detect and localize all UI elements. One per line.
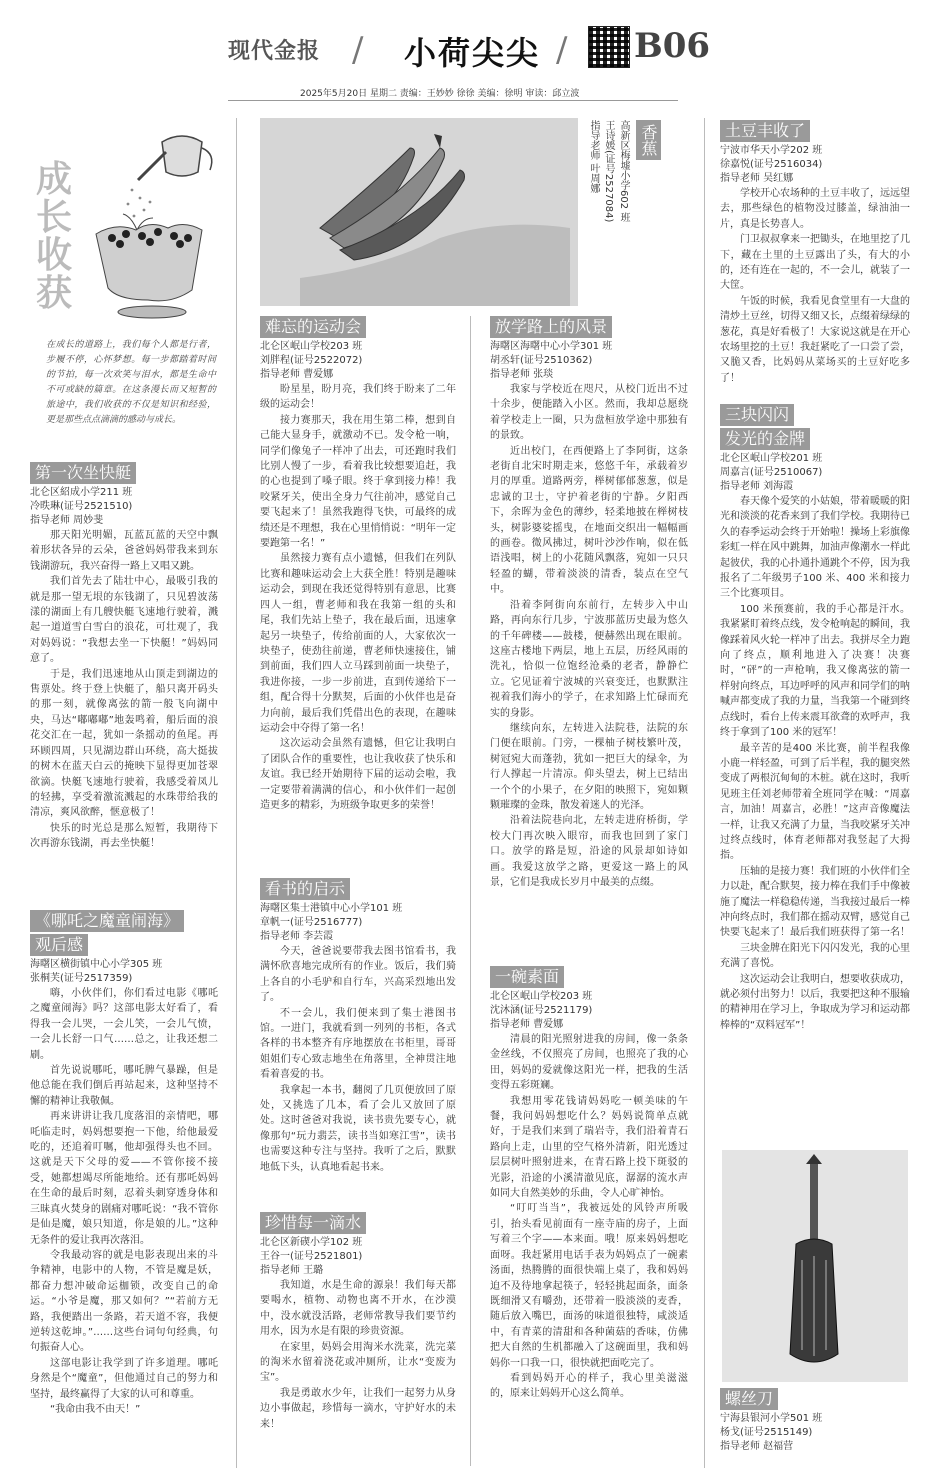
title-char: 成 — [35, 158, 72, 200]
column-divider — [704, 118, 705, 1468]
header-divider: / — [352, 30, 364, 70]
article-paragraph: 不一会儿，我们便来到了集士港图书馆。一进门，我就看到一列列的书柜，各式各样的书本整齐有序地摆放在书柜里，哥哥姐姐们专心致志地坐在角落里，全神贯注地看着喜爱的书。 — [260, 1007, 456, 1081]
article-paragraph: 令我最动容的就是电影表现出来的斗争精神，电影中的人物，不管是魔是妖，都奋力想冲破命运枷锁，改变自己的命运。“小爷是魔，那又如何？”“若前方无路，我便踏出一条路，若天道不容，我便逆转这乾坤。”……这些台词句句经典，句句振奋人心。 — [30, 1249, 218, 1354]
article-paragraph: 于是，我们迅速地从山顶走到湖边的售票处。终于登上快艇了，船只离开码头的那一刻，就像离弦的箭一般飞向湖中央，马达“嘟嘟嘟”地轰鸣着，船后面的浪花交汇在一起，犹如一条摇动的鱼尾。再环顾四周，只见湖边群山环绕，高大挺拔的树木在蓝天白云的掩映下显得更加苍翠欲滴。快艇飞速地行驶着，我感受着凤儿的轻拂，享受着激流溅起的水珠带给我的清凉，爽风欲醉，惬意极了！ — [30, 668, 218, 819]
article-author: 杨戈(证号2515149) — [720, 1427, 813, 1438]
article-teacher: 指导老师 曹爱娜 — [490, 1019, 564, 1030]
article-paragraph: 午饭的时候，我看见食堂里有一大盘的清炒土豆丝，切得又细又长，点缀着绿绿的葱花，真是好看极了！大家说这就是在开心农场里挖的土豆！我赶紧吃了一口尝了尝，又脆又香，比妈妈从菜场买的土豆好吃多了！ — [720, 295, 910, 384]
article-paragraph: 压轴的是接力赛！我们班的小伙伴们全力以赴，配合默契，接力棒在我们手中像被施了魔法一样稳稳传递，当我接过最后一棒冲向终点时，我们都在摇动双臂，感觉自己快要飞起来了！最后我们班获得了第一名！ — [720, 865, 910, 939]
article-paragraph: 再来讲讲让我几度落泪的亲情吧，哪吒临走时，妈妈想要抱一下他，给他最爱吃的，还追着叮嘱，他却强得头也不回。这就是天下父母的爱——不管你接不接受，她都想竭尽所能地给。还有那吒妈妈在生命的最后时刻，忍着头刺穿透身体和三昧真火焚身的剧痛对哪吒说：“我不管你是仙是魔，娘只知道，你是娘的儿。”这种无条件的爱让我再次落泪。 — [30, 1111, 218, 1246]
article-way-home — [490, 316, 688, 890]
article-author: 冷昳琳(证号2521510) — [30, 501, 133, 512]
article-author: 王诗媛(证号2527084) — [603, 120, 614, 223]
screwdriver-drawing — [722, 1150, 908, 1382]
article-teacher: 指导老师 王璐 — [260, 1265, 324, 1276]
watering-can-illustration — [92, 112, 222, 322]
article-teacher: 指导老师 叶周娜 — [588, 120, 599, 194]
article-paragraph: 今天，爸爸说要带我去图书馆看书，我满怀欣喜地完成所有的作业。饭后，我们骑上各自的小毛驴和自行车，兴高采烈地出发了。 — [260, 946, 456, 1004]
article-school: 北仑区岷山学校203 班 — [260, 341, 363, 352]
article-paragraph: 继续向东，左转进入法院巷，法院的东门便在眼前。门旁，一棵柚子树枝繁叶茂，树冠宛大而蓬勃，犹如一把巨大的绿伞，为行人撑起一片清凉。仰头望去，树上已结出一个个的小果子，在夕阳的映照下，宛如颗颗璀璨的金珠，散发着迷人的光泽。 — [490, 722, 688, 811]
article-paragraph: “叮叮当当”，我被远处的风铃声所吸引，抬头看见前面有一座寺庙的房子，上面写着三个字——本来面。哦！原来妈妈想吃面呀。我赶紧用电话手表为妈妈点了一碗素汤面，热腾腾的面很快端上桌了，我和妈妈迫不及待地拿起筷子，轻轻挑起面条，面条既细滑又有嚼劲，还带着一股淡淡的麦香，随后放入嘴巴，面汤的味道很独特，咸淡适中，有青菜的清甜和各种菌菇的香味，仿佛把大自然的生机都融入了这碗面里，我和妈妈你一口我一口，很快就把面吃完了。 — [490, 1203, 688, 1369]
paper-name: 现代金报 — [228, 38, 321, 64]
article-paragraph: 接力赛那天，我在用生第二棒，想到自己能大显身手，就激动不已。发令枪一响，同学们像兔子一样冲了出去，可还跑时我们比别人慢了一步，看着我比较想要追赶，我的心也提到了嗓子眼。终于拿到接力棒！我咬紧牙关，使出全身力气往前冲，感觉自己要飞起来了！虽然我跑得飞快，可最终的成绩还是不理想，我在心里悄悄说：“明年一定要跑第一名！” — [260, 414, 456, 550]
article-screwdriver — [720, 1388, 910, 1454]
article-paragraph: 学校开心农场种的土豆丰收了，远远望去，那些绿色的植物没过膝盖，绿油油一片，真是长势喜人。 — [720, 188, 910, 230]
section-big-title — [34, 160, 74, 312]
article-author: 刘胖程(证号2522072) — [260, 355, 363, 366]
article-paragraph: 我是勇敢水少年，让我们一起努力从身边小事做起，珍惜每一滴水，守护好水的未来！ — [260, 1387, 456, 1430]
article-first-speedboat — [30, 462, 218, 852]
header-rule — [228, 100, 678, 101]
article-title: 第一次坐快艇 — [30, 462, 136, 484]
article-school: 海曙区海曙中心小学301 班 — [490, 341, 613, 352]
page-number: B06 — [634, 26, 711, 66]
article-paragraph: 在家里，妈妈会用淘米水洗菜，洗完菜的淘米水留着浇花或冲厕所，让水“变废为宝”。 — [260, 1341, 456, 1384]
section-title: 小荷尖尖 — [404, 34, 541, 72]
article-title: 放学路上的风景 — [490, 316, 612, 338]
article-school: 海曙区横街镇中心小学305 班 — [30, 959, 163, 970]
article-author: 徐嘉悦(证号2516034) — [720, 159, 823, 170]
article-author: 王谷一(证号2521801) — [260, 1251, 363, 1262]
article-paragraph: 虽然接力赛有点小遗憾，但我们在列队比赛和趣味运动会上大获全胜！特别是趣味运动会，到现在我还觉得特别有意思，比赛四人一组，曹老师和我在我第一组的头和尾，我们先站上垫子，我在最后面，迅速拿起另一块垫子，传给前面的人，大家依次一块垫子，使劲往前递，曹老师快速接住，铺到前面，我们四人立马踩到前面一块垫子，我进你接，一步一步前进，直到传递给下一组，配合得十分默契，后面的小伙伴也是奋力向前，最后我们凭借出色的表现，在趣味运动会中夺得了第一名！ — [260, 553, 456, 734]
article-title: 难忘的运动会 — [260, 316, 366, 338]
title-char: 收 — [35, 234, 72, 276]
column-divider — [236, 118, 237, 1468]
article-paragraph: 看到妈妈开心的样子，我心里美滋滋的，原来让妈妈开心这么简单。 — [490, 1372, 688, 1400]
article-teacher: 指导老师 李芸霞 — [260, 931, 334, 942]
article-school: 宁波市华天小学202 班 — [720, 145, 823, 156]
title-char: 获 — [35, 272, 72, 314]
article-paragraph: 近出校门，在西便路上了李阿街，这条老街自北宋时期走来，悠悠千年，承载着岁月的厚重。道路两旁，榉树郁郁葱葱，似是忠诚的卫士，守护着老街的宁静。夕阳西下，余晖为金色的薄纱，轻柔地披在榉树枝头，树影婆娑摇曳，在地面交织出一幅幅画的画卷。微风拂过，树叶沙沙作响，似在低语浅唱，树上的小花随风飘落，宛如一只只轻盈的蝴，带着淡淡的清香，装点在空气中。 — [490, 445, 688, 596]
article-teacher: 指导老师 吴红娜 — [720, 173, 794, 184]
article-paragraph: 我想用零花钱请妈妈吃一顿美味的午餐，我问妈妈想吃什么？妈妈说简单点就好，于是我们来到了瑞岩寺，我们沿着青石路向上走，山里的空气格外清新，阳光透过层层树叶照射进来，在青石路上投下斑驳的光影，沿途的小溪清澈见底，潺潺的流水声如同大自然美妙的乐曲，令人心旷神怡。 — [490, 1095, 688, 1200]
article-potato-harvest — [720, 120, 910, 386]
article-title: 珍惜每一滴水 — [260, 1212, 366, 1234]
article-sports-day — [260, 316, 456, 813]
article-paragraph: 我知道，水是生命的源泉！我们每天都要喝水，植物、动物也离不开水，在沙漠中，没水就没活路，老师常教导我们要节约用水，因为水是有限的珍贵资源。 — [260, 1280, 456, 1338]
article-paragraph: 沿着法院巷向北，左转走进府桥街，学校大门再次映入眼帘，而我也回到了家门口。放学的路是短，沿途的风景却如诗如画。我爱这放学之路，更爱这一路上的风景，它们是我成长岁月中最美的点缀。 — [490, 815, 688, 888]
banana-illustration — [260, 118, 578, 306]
qr-code-icon — [588, 26, 630, 68]
article-title: 螺丝刀 — [720, 1388, 778, 1410]
article-paragraph: 嗨，小伙伴们，你们看过电影《哪吒之魔童闹海》吗？这部电影太好看了，看得我一会儿哭，一会儿笑，一会儿气愤，一会儿长舒一口气……总之，让我还想二刷。 — [30, 988, 218, 1061]
article-paragraph: 春天像个爱笑的小姑娘，带着暖暖的阳光和淡淡的花香来到了我们学校。我期待已久的春季运动会终于开始啦！操场上彩旗像彩虹一样在风中跳舞，加油声像潮水一样此起彼伏，我的心扑通扑通跳个不停，因为我报名了二年级男子100 米、400 米和接力三个比赛项目。 — [720, 496, 910, 600]
banana-drawing — [260, 118, 578, 306]
article-teacher: 指导老师 刘海霞 — [720, 481, 794, 492]
article-title: 看书的启示 — [260, 878, 350, 900]
article-paragraph: 最辛苦的是400 米比赛，前半程我像小鹿一样轻盈，可到了后半程，我的腿突然变成了两根沉甸甸的木桩。就在这时，我听见班主任刘老师带着全班同学在喊：“周嘉言，加油！周嘉言，必胜！”这声音像魔法一样，让我又充满了力量，当我咬紧牙关冲过终点线时，体育老师都对我竖起了大拇指。 — [720, 742, 910, 862]
article-title: 土豆丰收了 — [720, 120, 810, 142]
article-paragraph: 快乐的时光总是那么短暂，我期待下次再游东钱湖，再去坐快艇！ — [30, 822, 218, 850]
article-title: 三块闪闪 — [720, 404, 794, 426]
article-author: 沈沐涵(证号2521179) — [490, 1005, 593, 1016]
article-title: 观后感 — [30, 934, 88, 956]
article-three-gold-medals — [720, 404, 910, 1033]
article-paragraph: 沿着李阿街向东前行，左转步入中山路，再向东行几步，宁波那蓝历史最为悠久的千年碑楼——鼓楼，便赫然出现在眼前。这座古楼地下两层，地上五层，历经风雨的洗礼，恰似一位饱经沧桑的老者，静静伫立。它见证着宁波城的兴衰变迁，也默默注视着我们海小的学子，在求知路上忙碌而充实的身影。 — [490, 599, 688, 719]
article-paragraph: 盼星星，盼月亮，我们终于盼来了二年级的运动会！ — [260, 384, 456, 411]
article-paragraph: 首先说说哪吒，哪吒脾气暴躁，但是他总能在我们倒后再站起来，这种坚持不懈的精神让我敬佩。 — [30, 1065, 218, 1107]
article-paragraph: “我命由我不由天！” — [50, 1403, 141, 1415]
article-teacher: 指导老师 赵福营 — [720, 1441, 794, 1452]
article-paragraph: 三块金牌在阳光下闪闪发光，我的心里充满了喜悦。 — [720, 942, 910, 970]
article-paragraph: 100 米预赛前，我的手心都是汗水。我紧紧盯着终点线，发令枪响起的瞬间，我像踩着风火轮一样冲了出去。我拼尽全力跑向了终点，顺利地进入了决赛！决赛时，“砰”的一声枪响，我又像离弦的箭一样射向终点，耳边呼呼的风声和同学们的呐喊声都变成了我的力量，当我第一个碰到终点线时，看台上传来震耳欲聋的欢呼声，我终于拿到了100 米的冠军！ — [720, 603, 910, 739]
article-school: 宁海县银河小学501 班 — [720, 1413, 823, 1424]
article-paragraph: 这次运动会虽然有遗憾，但它让我明白了团队合作的重要性，也让我收获了快乐和友谊。我已经开始期待下届的运动会啦，我一定要带着满满的信心，和小伙伴们一起创造更多的精彩，为班级争取更多的荣誉！ — [260, 738, 456, 811]
article-bowl-of-noodles — [490, 966, 688, 1402]
article-reading-insight — [260, 878, 456, 1175]
article-school: 北仑区岷山学校201 班 — [720, 453, 823, 464]
article-paragraph: 那天阳光明媚，瓦蓝瓦蓝的天空中飘着形状各异的云朵，爸爸妈妈带我来到东钱湖游玩，我兴奋得一路上又唱又跳。 — [30, 530, 218, 572]
article-teacher: 指导老师 曹爱娜 — [260, 369, 334, 380]
section-intro: 在成长的道路上，我们每个人都是行者，步履不停，心怀梦想。每一步都踏着时间的节拍，每一次欢笑与泪水，都是生命中不可或缺的篇章。在这条漫长而又短暂的旅途中，我们收获的不仅是知识和经验，更是那些点点滴滴的感动与成长。 — [46, 340, 216, 425]
article-paragraph: 我拿起一本书，翻阅了几页便放回了原处，又挑选了几本，看了会儿又放回了原处。这时爸爸对我说，读书贵先要专心，就像那句“玩力翡芸，读书当如寒江雪”，读书也需要这种专注与坚持。我听了之后，默默地低下头，认真地看起书来。 — [260, 1084, 456, 1173]
article-author: 胡丞轩(证号2510362) — [490, 355, 593, 366]
article-teacher: 指导老师 张琰 — [490, 369, 554, 380]
screwdriver-illustration — [722, 1150, 908, 1382]
issue-info: 2025年5月20日 星期二 责编：王妙妙 徐徐 美编：徐明 审读：邱立波 — [300, 89, 580, 99]
article-paragraph: 这次运动会让我明白，想要收获成功，就必须付出努力！以后，我要把这种不服输的精神用在学习上，争取成为学习和运动都棒棒的“双料冠军”！ — [720, 973, 910, 1031]
article-paragraph: 这部电影让我学到了许多道理。哪吒身然是个“魔童”，但他通过自己的努力和坚持，最终赢得了大家的认可和尊重。 — [30, 1357, 218, 1400]
article-school: 北仑区新碶小学102 班 — [260, 1237, 363, 1248]
article-title: 香蕉 — [636, 120, 661, 160]
article-author: 章帆一(证号2516777) — [260, 917, 363, 928]
article-school: 海曙区集士港镇中心小学101 班 — [260, 903, 403, 914]
article-school: 北仑区岷山学校203 班 — [490, 991, 593, 1002]
article-title: 《哪吒之魔童闹海》 — [30, 910, 184, 932]
article-paragraph: 我们首先去了陆壮中心，最吸引我的就是那一望无垠的东钱湖了，只见碧波荡漾的湖面上有几艘快艇飞速地行驶着，溅起一道道雪白雪白的浪花，可壮观了，我对妈妈说：“我想去坐一下快艇！”妈妈同意了。 — [30, 576, 218, 665]
article-title: 一碗素面 — [490, 966, 564, 988]
header-divider: / — [556, 30, 568, 70]
article-author: 周嘉言(证号2510067) — [720, 467, 823, 478]
article-author: 张桐芙(证号2517359) — [30, 973, 133, 984]
article-teacher: 指导老师 周妙斐 — [30, 515, 104, 526]
article-save-water — [260, 1212, 456, 1432]
column-divider — [470, 316, 471, 1466]
article-school: 高新区梅墟小学602 班 — [618, 120, 629, 223]
article-school: 北仑区紹成小学211 班 — [30, 487, 133, 498]
article-paragraph: 清晨的阳光照射进我的房间，像一条条金丝线，不仅照亮了房间，也照亮了我的心田，妈妈的爱就像这阳光一样，把我的生活变得五彩斑斓。 — [490, 1034, 688, 1092]
article-title: 发光的金牌 — [720, 428, 810, 450]
title-char: 长 — [35, 196, 72, 238]
article-paragraph: 门卫叔叔拿来一把锄头，在地里挖了几下，藏在土里的土豆露出了头，有大的小的，还有连在一起的，不一会儿，就装了一大筐。 — [720, 234, 910, 292]
article-paragraph: 我家与学校近在咫尺，从校门近出不过十余步，便能踏入小区。然而，我却总愿绕着学校走上一圈，只为盘桓放学途中那独有的景致。 — [490, 384, 688, 442]
article-nezha-review — [30, 910, 218, 1417]
